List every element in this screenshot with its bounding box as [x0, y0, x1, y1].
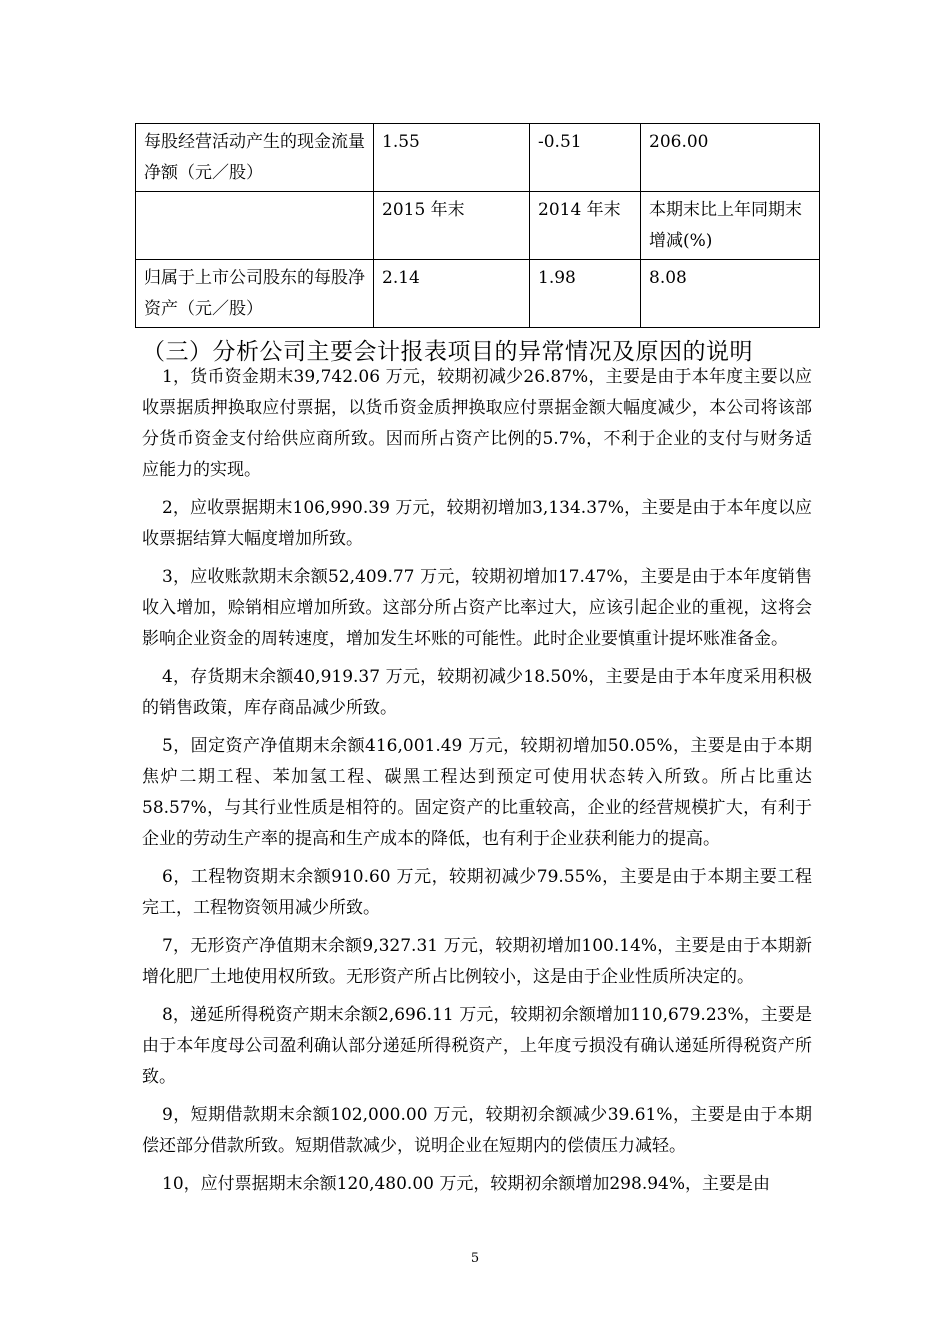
table-row [136, 192, 820, 260]
paragraph-notes-receivable: 2，应收票据期末106,990.39 万元，较期初增加3,134.37%，主要是由于本年度以应收票据结算大幅度增加所致。 [142, 498, 812, 549]
paragraph-deferred-tax: 8，递延所得税资产期末余额2,696.11 万元，较期初余额增加110,679.23%，主要是由于本年度母公司盈利确认部分递延所得税资产，上年度亏损没有确认递延所得税资产所致。 [142, 1005, 812, 1087]
table-cell: 本期末比上年同期末增减(%) [641, 192, 820, 260]
table-cell: 2.14 [374, 260, 530, 328]
paragraph-construction-materials: 6，工程物资期末余额910.60 万元，较期初减少79.55%，主要是由于本期主要工程完工，工程物资领用减少所致。 [142, 867, 812, 918]
table-row [136, 260, 820, 328]
table-cell: 2015 年末 [374, 192, 530, 260]
table-cell: 每股经营活动产生的现金流量净额（元／股） [136, 124, 374, 192]
paragraph-notes-payable: 10，应付票据期末余额120,480.00 万元，较期初余额增加298.94%，主要是由 [162, 1174, 771, 1194]
page-number: 5 [470, 1251, 480, 1266]
table-row [136, 124, 820, 192]
table-cell: 8.08 [641, 260, 820, 328]
paragraph-intangible-assets: 7，无形资产净值期末余额9,327.31 万元，较期初增加100.14%，主要是由于本期新增化肥厂土地使用权所致。无形资产所占比例较小，这是由于企业性质所决定的。 [142, 936, 812, 987]
table-cell: 2014 年末 [530, 192, 641, 260]
paragraph-fixed-assets: 5，固定资产净值期末余额416,001.49 万元，较期初增加50.05%，主要是由于本期焦炉二期工程、苯加氢工程、碳黑工程达到预定可使用状态转入所致。所占比重达58.57%，与其行业性质是相符的。固定资产的比重较高，企业的经营规模扩大，有利于企业的劳动生产率的提高和生产成本的降低，也有利于企业获利能力的提高。 [142, 736, 812, 849]
table-cell: -0.51 [530, 124, 641, 192]
financial-indicator-table [135, 123, 820, 328]
table-cell: 归属于上市公司股东的每股净资产（元／股） [136, 260, 374, 328]
analysis-body [142, 362, 812, 1207]
table-cell: 206.00 [641, 124, 820, 192]
paragraph-cash: 1，货币资金期末39,742.06 万元，较期初减少26.87%，主要是由于本年度主要以应收票据质押换取应付票据，以货币资金质押换取应付票据金额大幅度减少，本公司将该部分货币资金支付给供应商所致。因而所占资产比例的5.7%，不利于企业的支付与财务适应能力的实现。 [142, 367, 812, 480]
table-cell: 1.98 [530, 260, 641, 328]
paragraph-short-term-loans: 9，短期借款期末余额102,000.00 万元，较期初余额减少39.61%，主要是由于本期偿还部分借款所致。短期借款减少，说明企业在短期内的偿债压力减轻。 [142, 1105, 812, 1156]
paragraph-inventory: 4，存货期末余额40,919.37 万元，较期初减少18.50%，主要是由于本年度采用积极的销售政策，库存商品减少所致。 [142, 667, 812, 718]
paragraph-accounts-receivable: 3，应收账款期末余额52,409.77 万元，较期初增加17.47%，主要是由于本年度销售收入增加，赊销相应增加所致。这部分所占资产比率过大，应该引起企业的重视，这将会影响企业资金的周转速度，增加发生坏账的可能性。此时企业要慎重计提坏账准备金。 [142, 567, 812, 649]
table-cell [136, 192, 374, 260]
table-cell: 1.55 [374, 124, 530, 192]
section-heading: （三）分析公司主要会计报表项目的异常情况及原因的说明 [142, 339, 753, 365]
